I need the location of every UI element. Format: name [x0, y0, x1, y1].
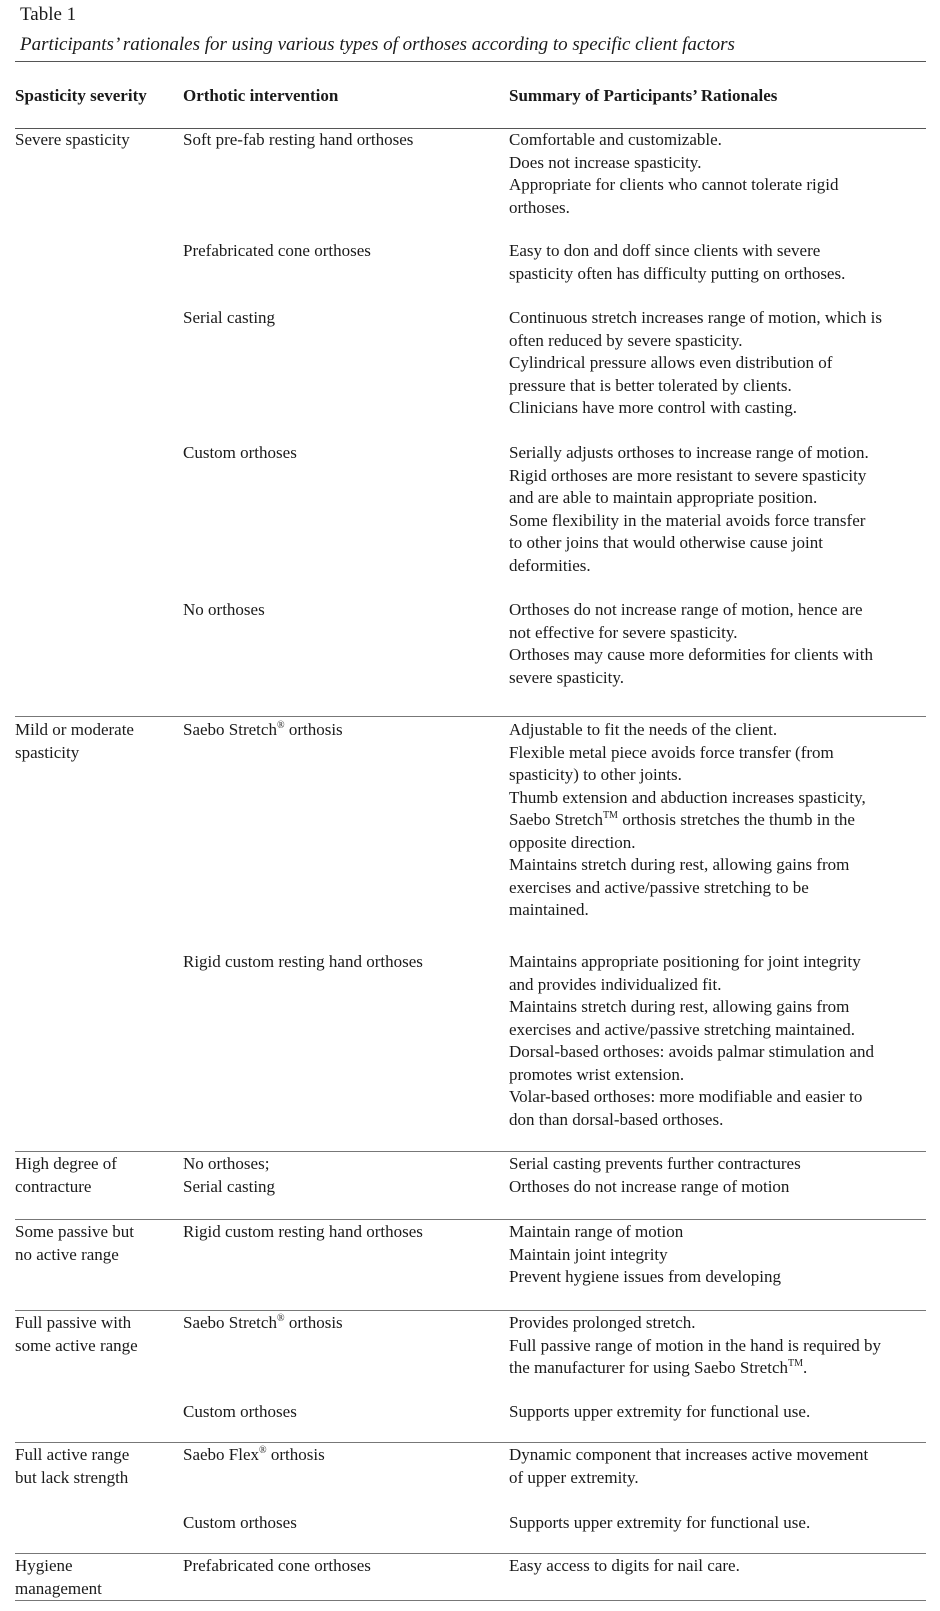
intervention-line: Rigid custom resting hand orthoses: [183, 952, 423, 971]
row-divider: [15, 1310, 926, 1311]
rationale-cell: [509, 1444, 929, 1489]
table-top-rule: [15, 61, 926, 62]
rationale-line: exercises and active/passive stretching maintained.: [509, 1019, 856, 1039]
rationale-line: not effective for severe spasticity.: [509, 622, 738, 642]
trademark-mark: TM: [602, 810, 618, 821]
intervention-cell: [183, 1221, 503, 1244]
factor-line: no active range: [15, 1244, 119, 1264]
factor-line: contracture: [15, 1176, 92, 1196]
rationale-line: and are able to maintain appropriate position.: [509, 488, 818, 507]
factor-cell: [15, 1153, 175, 1198]
table-bottom-rule: [15, 1600, 926, 1601]
rationale-line: to other joins that would otherwise cause joint: [509, 533, 823, 552]
rationale-line: Maintains stretch during rest, allowing gains from: [509, 997, 850, 1016]
rationale-cell: [509, 129, 929, 219]
rationale-line: Maintains stretch during rest, allowing gains from: [509, 855, 850, 874]
rationale-line: [509, 809, 929, 832]
intervention-name: Saebo Flex: [183, 1445, 260, 1464]
row-divider: [15, 1151, 926, 1152]
intervention-cell: [183, 1512, 503, 1535]
intervention-name: Saebo Stretch: [183, 1313, 277, 1332]
rationale-line: Continuous stretch increases range of motion, which is: [509, 308, 882, 327]
rationale-line: Supports upper extremity for functional use.: [509, 1402, 811, 1421]
intervention-line: Prefabricated cone orthoses: [183, 1556, 371, 1575]
factor-cell: [15, 719, 175, 764]
rationale-line: severe spasticity.: [509, 667, 625, 687]
rationale-text: .: [803, 1358, 808, 1377]
factor-line: some active range: [15, 1335, 138, 1355]
rationale-line: Thumb extension and abduction increases spasticity,: [509, 787, 866, 807]
rationale-line: pressure that is better tolerated by clients.: [509, 375, 792, 395]
intervention-line: [183, 1444, 503, 1467]
factor-line: High degree of: [15, 1154, 117, 1173]
table-caption-title: Participants’ rationales for using various types of orthoses according to specific client factors: [20, 34, 735, 55]
rationale-cell: [509, 1312, 929, 1380]
intervention-cell: [183, 1401, 503, 1424]
header-orthotic-intervention: Orthotic intervention: [183, 86, 339, 105]
intervention-cell: [183, 1555, 503, 1578]
rationale-line: spasticity) to other joints.: [509, 765, 682, 784]
intervention-line: [183, 719, 503, 742]
rationale-text: the manufacturer for using Saebo Stretch: [509, 1358, 788, 1377]
intervention-suffix: orthosis: [284, 720, 343, 739]
row-divider: [15, 1219, 926, 1220]
factor-line: Mild or moderate: [15, 720, 134, 739]
rationale-cell: [509, 719, 929, 922]
intervention-cell: [183, 240, 503, 263]
rationale-line: Orthoses do not increase range of motion, hence are: [509, 600, 863, 619]
factor-cell: [15, 129, 175, 152]
rationale-line: [509, 1357, 929, 1380]
rationale-line: Prevent hygiene issues from developing: [509, 1267, 781, 1286]
factor-cell: [15, 1221, 175, 1266]
rationale-line: Flexible metal piece avoids force transfer (from: [509, 742, 834, 762]
intervention-line: Serial casting: [183, 1176, 276, 1196]
rationale-line: opposite direction.: [509, 832, 636, 852]
rationale-line: promotes wrist extension.: [509, 1064, 685, 1084]
factor-line: Full passive with: [15, 1313, 132, 1332]
factor-cell: [15, 1555, 175, 1600]
factor-line: Some passive but: [15, 1222, 134, 1241]
intervention-line: Rigid custom resting hand orthoses: [183, 1222, 423, 1241]
rationale-line: Maintains appropriate positioning for joint integrity: [509, 952, 861, 971]
row-divider: [15, 1553, 926, 1554]
factor-line: Hygiene: [15, 1556, 73, 1575]
factor-cell: [15, 1444, 175, 1489]
rationale-line: maintained.: [509, 900, 589, 919]
rationale-cell: [509, 1153, 929, 1198]
rationale-line: Appropriate for clients who cannot tolerate rigid: [509, 175, 839, 194]
intervention-line: No orthoses: [183, 600, 265, 619]
rationale-cell: [509, 599, 929, 689]
intervention-cell: [183, 1312, 503, 1335]
rationale-line: Provides prolonged stretch.: [509, 1313, 696, 1332]
intervention-suffix: orthosis: [284, 1313, 343, 1332]
intervention-name: Saebo Stretch: [183, 720, 277, 739]
rationale-line: and provides individualized fit.: [509, 974, 722, 994]
rationale-line: spasticity often has difficulty putting on orthoses.: [509, 263, 846, 283]
rationale-line: don than dorsal-based orthoses.: [509, 1109, 724, 1129]
intervention-line: Prefabricated cone orthoses: [183, 241, 371, 260]
registered-mark: ®: [259, 1445, 267, 1456]
intervention-cell: [183, 129, 503, 152]
factor-line: Full active range: [15, 1445, 130, 1464]
rationale-line: deformities.: [509, 555, 591, 575]
intervention-line: Custom orthoses: [183, 1402, 297, 1421]
row-divider: [15, 716, 926, 717]
intervention-line: Serial casting: [183, 308, 276, 327]
header-spasticity-severity: Spasticity severity: [15, 86, 147, 105]
rationale-cell: [509, 240, 929, 285]
rationale-line: Maintain range of motion: [509, 1222, 684, 1241]
factor-line: but lack strength: [15, 1467, 129, 1487]
rationale-line: Supports upper extremity for functional use.: [509, 1513, 811, 1532]
rationale-cell: [509, 1401, 929, 1424]
intervention-line: [183, 1312, 503, 1335]
rationale-line: Orthoses may cause more deformities for clients with: [509, 645, 873, 664]
intervention-line: Custom orthoses: [183, 443, 297, 462]
rationale-line: Maintain joint integrity: [509, 1244, 668, 1264]
row-divider: [15, 1442, 926, 1443]
rationale-line: Orthoses do not increase range of motion: [509, 1176, 790, 1196]
factor-line: spasticity: [15, 742, 80, 762]
factor-line: Severe spasticity: [15, 130, 130, 149]
rationale-line: exercises and active/passive stretching to be: [509, 877, 809, 897]
registered-mark: ®: [276, 720, 285, 731]
rationale-line: Volar-based orthoses: more modifiable and easier to: [509, 1087, 863, 1106]
intervention-line: Soft pre-fab resting hand orthoses: [183, 130, 414, 149]
header-rationales: Summary of Participants’ Rationales: [509, 86, 778, 105]
intervention-cell: [183, 1153, 503, 1198]
factor-cell: [15, 1312, 175, 1357]
intervention-cell: [183, 599, 503, 622]
rationale-line: Easy to don and doff since clients with severe: [509, 241, 821, 260]
rationale-line: Easy access to digits for nail care.: [509, 1556, 740, 1575]
registered-mark: ®: [276, 1313, 285, 1324]
rationale-cell: [509, 442, 929, 577]
trademark-mark: TM: [788, 1358, 803, 1369]
rationale-line: Serially adjusts orthoses to increase range of motion.: [509, 443, 869, 462]
rationale-line: Some flexibility in the material avoids force transfer: [509, 510, 866, 530]
intervention-cell: [183, 442, 503, 465]
rationale-cell: [509, 1221, 929, 1289]
rationale-cell: [509, 307, 929, 420]
rationale-cell: [509, 1555, 929, 1578]
rationale-line: Rigid orthoses are more resistant to severe spasticity: [509, 465, 867, 485]
rationale-line: Serial casting prevents further contractures: [509, 1154, 801, 1173]
rationale-line: Clinicians have more control with casting.: [509, 398, 797, 417]
rationale-line: Comfortable and customizable.: [509, 130, 722, 149]
rationale-line: of upper extremity.: [509, 1467, 639, 1487]
table-caption-label: Table 1: [20, 4, 77, 25]
rationale-line: Does not increase spasticity.: [509, 152, 702, 172]
rationale-line: Cylindrical pressure allows even distribution of: [509, 353, 833, 372]
rationale-line: often reduced by severe spasticity.: [509, 330, 743, 350]
rationale-line: Dorsal-based orthoses: avoids palmar stimulation and: [509, 1042, 874, 1061]
rationale-line: Full passive range of motion in the hand is required by: [509, 1335, 882, 1355]
intervention-cell: [183, 307, 503, 330]
rationale-line: Adjustable to fit the needs of the client.: [509, 720, 778, 739]
intervention-line: No orthoses;: [183, 1154, 270, 1173]
intervention-line: Custom orthoses: [183, 1513, 297, 1532]
intervention-cell: [183, 719, 503, 742]
rationale-text: Saebo Stretch: [509, 810, 603, 829]
intervention-cell: [183, 1444, 503, 1467]
factor-line: management: [15, 1578, 102, 1598]
rationale-cell: [509, 951, 929, 1131]
rationale-cell: [509, 1512, 929, 1535]
intervention-suffix: orthosis: [266, 1445, 325, 1464]
intervention-cell: [183, 951, 503, 974]
rationale-line: orthoses.: [509, 197, 570, 217]
rationale-text: orthosis stretches the thumb in the: [617, 810, 855, 829]
rationale-line: Dynamic component that increases active movement: [509, 1445, 869, 1464]
